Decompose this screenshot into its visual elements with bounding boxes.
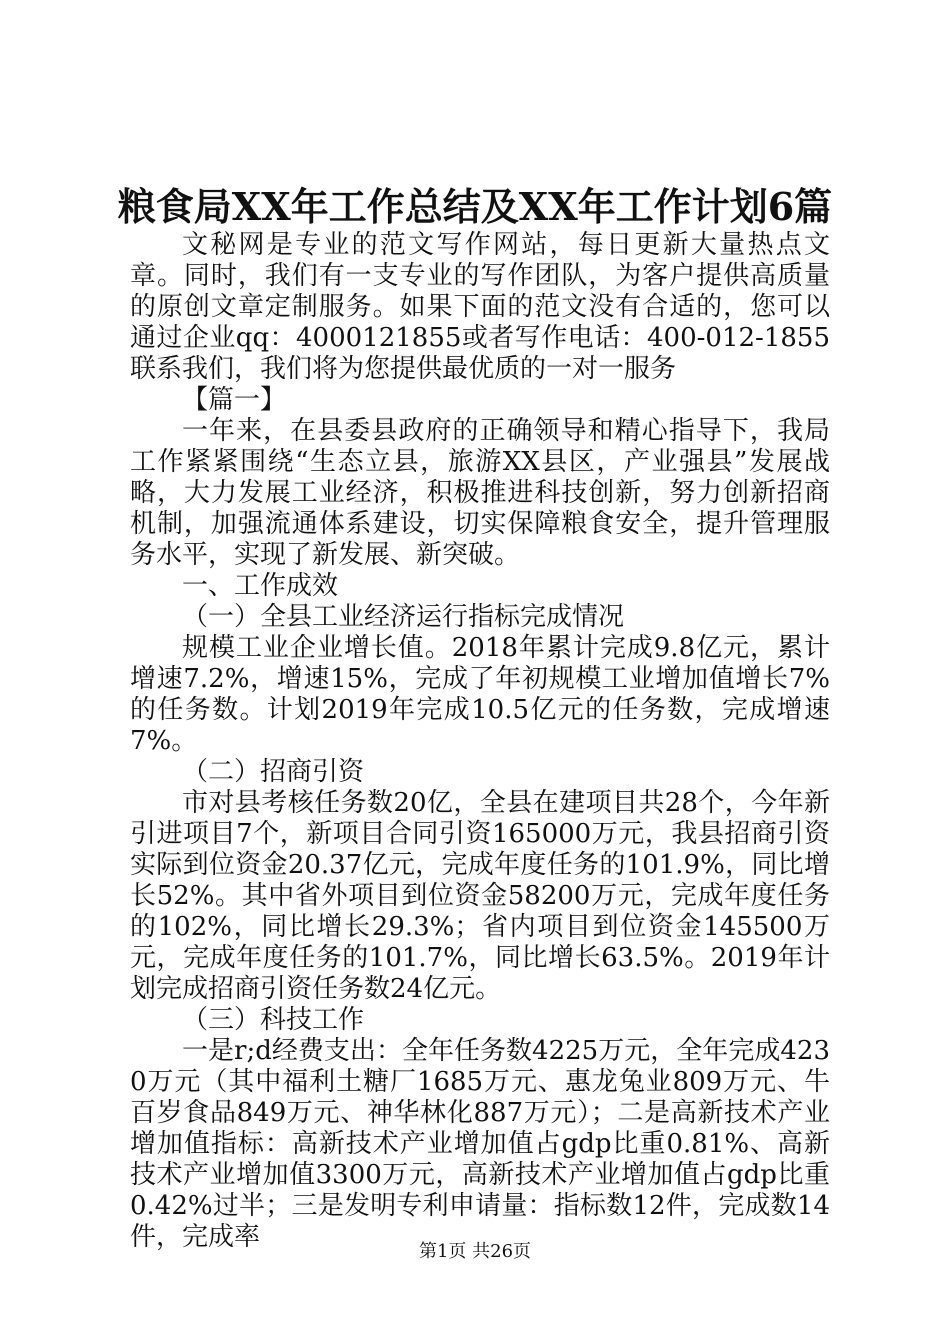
document-body (130, 230, 830, 1253)
section-heading-part-one: 【篇一】 (182, 385, 287, 415)
subheading-technology: （三）科技工作 (182, 1005, 365, 1035)
page-number-footer: 第1页 共26页 (418, 1241, 532, 1262)
intro-paragraph: 文秘网是专业的范文写作网站，每日更新大量热点文章。同时，我们有一支专业的写作团队，为客户提供高质量的原创文章定制服务。如果下面的范文没有合适的，您可以通过企业qq：4000121855或者写作电话：400-012-1855联系我们，我们将为您提供最优质的一对一服务 (130, 230, 830, 384)
subheading-investment: （二）招商引资 (182, 757, 365, 787)
technology-paragraph: 一是r;d经费支出：全年任务数4225万元，全年完成4230万元（其中福利土糖厂1685万元、惠龙兔业809万元、牛百岁食品849万元、神华林化887万元）；二是高新技术产业增加值指标：高新技术产业增加值占gdp比重0.81%、高新技术产业增加值3300万元，高新技术产业增加值占gdp比重0.42%过半；三是发明专利申请量：指标数12件，完成数14件，完成率 (130, 1036, 830, 1252)
overview-paragraph: 一年来，在县委县政府的正确领导和精心指导下，我局工作紧紧围绕“生态立县，旅游XX县区，产业强县”发展战略，大力发展工业经济，积极推进科技创新，努力创新招商机制，加强流通体系建设，切实保障粮食安全，提升管理服务水平，实现了新发展、新突破。 (130, 416, 830, 570)
industry-paragraph: 规模工业企业增长值。2018年累计完成9.8亿元，累计增速7.2%，增速15%，完成了年初规模工业增加值增长7%的任务数。计划2019年完成10.5亿元的任务数，完成增速7%。 (130, 633, 830, 756)
investment-paragraph: 市对县考核任务数20亿，全县在建项目共28个，今年新引进项目7个，新项目合同引资165000万元，我县招商引资实际到位资金20.37亿元，完成年度任务的101.9%，同比增长52%。其中省外项目到位资金58200万元，完成年度任务的102%，同比增长29.3%；省内项目到位资金145500万元，完成年度任务的101.7%，同比增长63.5%。2019年计划完成招商引资任务数24亿元。 (130, 788, 830, 1004)
subheading-industry-indicators: （一）全县工业经济运行指标完成情况 (182, 602, 625, 632)
document-title: 粮食局XX年工作总结及XX年工作计划6篇 (117, 184, 833, 229)
heading-work-results: 一、工作成效 (182, 571, 339, 601)
